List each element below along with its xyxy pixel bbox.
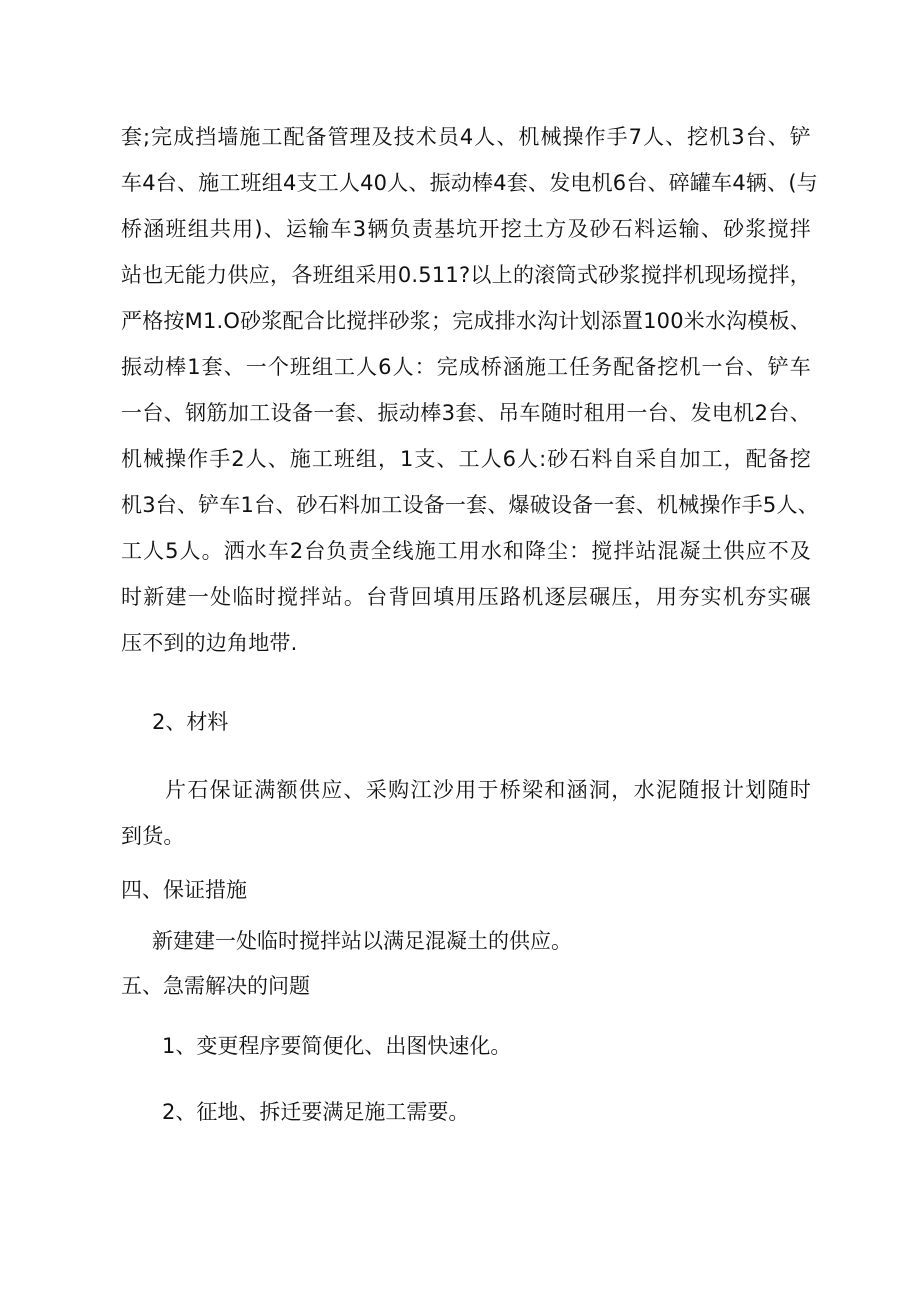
paragraph-line: 工人5人。洒水车2台负责全线施工用水和降尘：搅拌站混凝土供应不及 xyxy=(121,539,811,563)
paragraph-line: 桥涵班组共用)、运输车3辆负责基坑开挖土方及砂石料运输、砂浆搅拌 xyxy=(121,217,811,241)
materials-paragraph xyxy=(121,767,811,859)
list-item: 1、变更程序要简便化、出图快速化。 xyxy=(162,1034,512,1058)
paragraph-line: 到货。 xyxy=(121,824,185,848)
paragraph-line: 振动棒1套、一个班组工人6人：完成桥涵施工任务配备挖机一台、铲车 xyxy=(121,355,811,379)
paragraph-line: 站也无能力供应，各班组采用0.511?以上的滚筒式砂浆搅拌机现场搅拌， xyxy=(121,263,811,287)
paragraph-line: 时新建一处临时搅拌站。台背回填用压路机逐层碾压，用夯实机夯实碾 xyxy=(121,585,811,609)
paragraph-line: 车4台、施工班组4支工人40人、振动棒4套、发电机6台、碎罐车4辆、(与 xyxy=(121,171,818,195)
section-four-heading: 四、保证措施 xyxy=(121,878,247,902)
body-paragraph xyxy=(121,114,819,666)
list-item: 2、征地、拆迁要满足施工需要。 xyxy=(162,1100,470,1124)
section-five-heading: 五、急需解决的问题 xyxy=(121,974,310,998)
paragraph-line: 片石保证满额供应、采购江沙用于桥梁和涵洞，水泥随报计划随时 xyxy=(165,778,811,802)
materials-heading: 2、材料 xyxy=(152,710,229,734)
paragraph-line: 套;完成挡墙施工配备管理及技术员4人、机械操作手7人、挖机3台、铲 xyxy=(121,125,811,149)
paragraph-line: 严格按M1.O砂浆配合比搅拌砂浆；完成排水沟计划添置100米水沟模板、 xyxy=(121,309,811,333)
paragraph-line: 压不到的边角地带. xyxy=(121,631,298,655)
section-four-text: 新建建一处临时搅拌站以满足混凝土的供应。 xyxy=(152,929,572,953)
paragraph-line: 机3台、铲车1台、砂石料加工设备一套、爆破设备一套、机械操作手5人、 xyxy=(121,493,819,517)
paragraph-line: 机械操作手2人、施工班组，1支、工人6人:砂石料自采自加工，配备挖 xyxy=(121,447,811,471)
paragraph-line: 一台、钢筋加工设备一套、振动棒3套、吊车随时租用一台、发电机2台、 xyxy=(121,401,811,425)
